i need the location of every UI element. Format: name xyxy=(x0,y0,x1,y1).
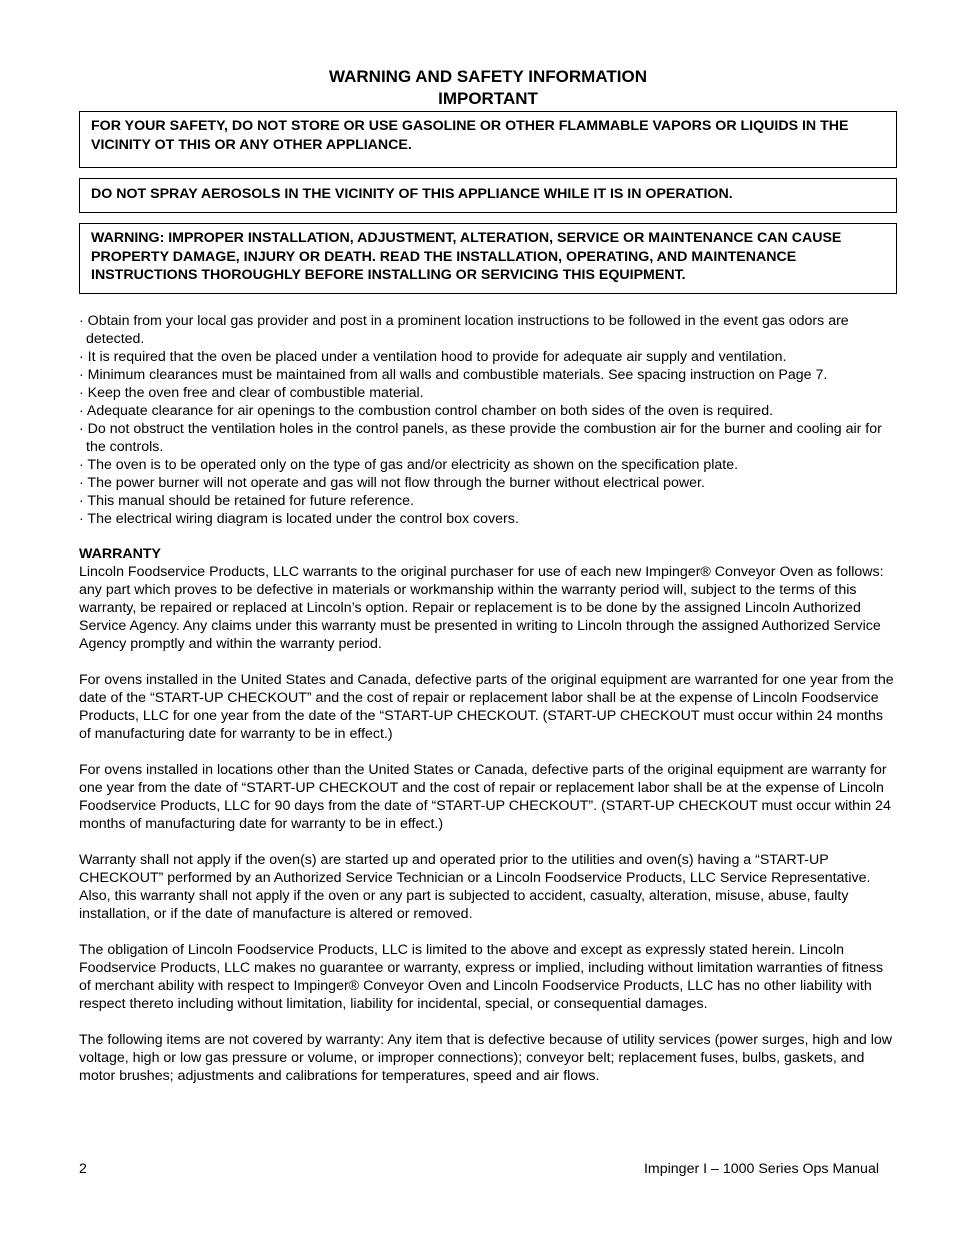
document-page xyxy=(79,66,897,1085)
safety-warning-box-flammable: FOR YOUR SAFETY, DO NOT STORE OR USE GASOLINE OR OTHER FLAMMABLE VAPORS OR LIQUIDS IN THE VICINITY OT THIS OR ANY OTHER APPLIANCE. xyxy=(79,111,897,168)
list-item: · Adequate clearance for air openings to the combustion control chamber on both sides of the oven is required. xyxy=(79,402,774,419)
list-item: · The oven is to be operated only on the type of gas and/or electricity as shown on the specification plate. xyxy=(79,456,739,473)
safety-bullet-list xyxy=(79,312,897,528)
warranty-paragraph: Warranty shall not apply if the oven(s) are started up and operated prior to the utilities and oven(s) having a “START-UP CHECKOUT” performed by an Authorized Service Technician or a Lincoln Foodservice Products, LLC Service Representative. Also, this warranty shall not apply if the oven or any part is subjected to accident, casualty, alteration, misuse, abuse, faulty installation, or if the date of manufacture is altered or removed. xyxy=(79,851,871,922)
warranty-paragraph: Lincoln Foodservice Products, LLC warrants to the original purchaser for use of each new Impinger® Conveyor Oven as follows: any part which proves to be defective in materials or workmanship within the warranty period will, subject to the terms of this warranty, be repaired or replaced at Lincoln’s option. Repair or replacement is to be done by the assigned Lincoln Authorized Service Agency. Any claims under this warranty must be presented in writing to Lincoln through the assigned Authorized Service Agency promptly and within the warranty period. xyxy=(79,563,884,652)
list-item: · This manual should be retained for future reference. xyxy=(79,492,414,509)
list-item: · Do not obstruct the ventilation holes in the control panels, as these provide the combustion air for the burner and cooling air for the controls. xyxy=(79,420,882,455)
page-title: WARNING AND SAFETY INFORMATION xyxy=(329,67,647,86)
page-subtitle: IMPORTANT xyxy=(438,89,538,108)
list-item: · The electrical wiring diagram is located under the control box covers. xyxy=(79,510,519,527)
list-item: · Minimum clearances must be maintained from all walls and combustible materials. See spacing instruction on Page 7. xyxy=(79,366,828,383)
list-item: · Keep the oven free and clear of combustible material. xyxy=(79,384,424,401)
list-item: · It is required that the oven be placed under a ventilation hood to provide for adequate air supply and ventilation. xyxy=(79,348,787,365)
list-item: · The power burner will not operate and gas will not flow through the burner without electrical power. xyxy=(79,474,705,491)
warranty-heading: WARRANTY xyxy=(79,545,161,562)
warranty-paragraph: For ovens installed in locations other than the United States or Canada, defective parts of the original equipment are warranty for one year from the date of “START-UP CHECKOUT and the cost of repair or replacement labor shall be at the expense of Lincoln Foodservice Products, LLC for 90 days from the date of “START-UP CHECKOUT”. (START-UP CHECKOUT must occur within 24 months of manufacturing date for warranty to be in effect.) xyxy=(79,761,891,832)
warranty-paragraph: For ovens installed in the United States and Canada, defective parts of the original equipment are warranted for one year from the date of the “START-UP CHECKOUT” and the cost of repair or replacement labor shall be at the expense of Lincoln Foodservice Products, LLC for one year from the date of the “START-UP CHECKOUT. (START-UP CHECKOUT must occur within 24 months of manufacturing date for warranty to be in effect.) xyxy=(79,671,894,742)
warranty-paragraph: The obligation of Lincoln Foodservice Products, LLC is limited to the above and except as expressly stated herein. Lincoln Foodservice Products, LLC makes no guarantee or warranty, express or implied, including without limitation warranties of fitness of merchant ability with respect to Impinger® Conveyor Oven and Lincoln Foodservice Products, LLC has no other liability with respect thereto including without limitation, liability for incidental, special, or consequential damages. xyxy=(79,941,884,1012)
manual-title: Impinger I – 1000 Series Ops Manual xyxy=(643,1161,879,1177)
page-number: 2 xyxy=(79,1161,87,1177)
safety-warning-box-aerosols: DO NOT SPRAY AEROSOLS IN THE VICINITY OF THIS APPLIANCE WHILE IT IS IN OPERATION. xyxy=(79,178,897,213)
warranty-paragraph: The following items are not covered by warranty: Any item that is defective because of utility services (power surges, high and low voltage, high or low gas pressure or volume, or improper connections); conveyor belt; replacement fuses, bulbs, gaskets, and motor brushes; adjustments and calibrations for temperatures, speed and air flows. xyxy=(79,1031,893,1084)
list-item: · Obtain from your local gas provider and post in a prominent location instructions to be followed in the event gas odors are detected. xyxy=(79,312,849,347)
safety-warning-box-installation: WARNING: IMPROPER INSTALLATION, ADJUSTMENT, ALTERATION, SERVICE OR MAINTENANCE CAN CAUSE PROPERTY DAMAGE, INJURY OR DEATH. READ THE INSTALLATION, OPERATING, AND MAINTENANCE INSTRUCTIONS THOROUGHLY BEFORE INSTALLING OR SERVICING THIS EQUIPMENT. xyxy=(79,223,897,294)
